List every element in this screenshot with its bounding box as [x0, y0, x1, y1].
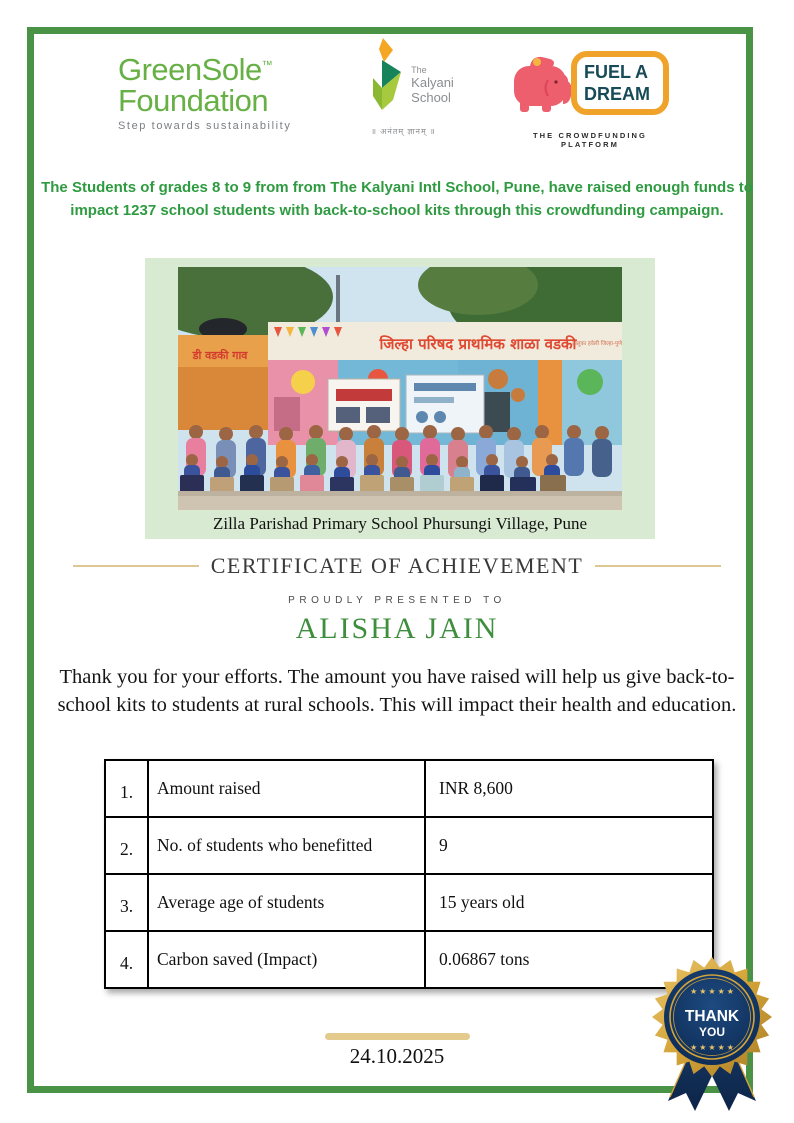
row-value: 9 [425, 817, 713, 874]
fuel-a-dream-mark [510, 46, 670, 124]
row-label: No. of students who benefitted [148, 817, 425, 874]
row-value: INR 8,600 [425, 760, 713, 817]
row-label: Carbon saved (Impact) [148, 931, 425, 988]
title-rule-right [595, 565, 721, 567]
row-number: 1. [105, 760, 148, 817]
row-number: 4. [105, 931, 148, 988]
kalyani-school-name [411, 66, 454, 106]
kalyani-the: The [411, 65, 427, 75]
school-photo-illustration [178, 267, 622, 510]
row-number: 2. [105, 817, 148, 874]
greensole-foundation-logo [118, 54, 308, 132]
campaign-statement: The Students of grades 8 to 9 from from The Kalyani Intl School, Pune, have raised enough funds to impact 1237 school students with back-to-school kits through this crowdfunding campaign. [41, 179, 753, 220]
fuel-a-dream-tagline: THE CROWDFUNDING PLATFORM [532, 131, 647, 149]
thank-you-message: Thank you for your efforts. The amount you have raised will help us give back-to-school kits to students at rural schools. This will impact their health and education. [57, 666, 737, 717]
greensole-tagline: Step towards sustainability [118, 120, 292, 132]
greensole-name: GreenSole™ [118, 52, 273, 87]
certificate-title: CERTIFICATE OF ACHIEVEMENT [210, 553, 584, 578]
fad-word1: FUEL A [584, 62, 649, 82]
banner-side-note: तालुका हवेली जिल्हा-पुणे. [572, 341, 622, 347]
fuel-a-dream-logo [510, 46, 670, 149]
row-value: 15 years old [425, 874, 713, 931]
title-rule-left [73, 565, 199, 567]
badge-stars-top: ★ ★ ★ ★ ★ [690, 987, 734, 996]
badge-you: YOU [698, 1025, 726, 1039]
kalyani-motto: ॥ अनंतम् ज्ञानम् ॥ [371, 127, 436, 136]
elephant-icon [514, 57, 572, 112]
table-row [105, 760, 713, 817]
school-group-photo [178, 267, 622, 510]
kalyani-ribbon-icon [353, 38, 405, 122]
school-banner-text: जिल्हा परिषद प्राथमिक शाळा वडकी [379, 335, 577, 353]
row-number: 3. [105, 874, 148, 931]
table-row [105, 874, 713, 931]
thank-you-badge [648, 955, 776, 1113]
date-underline-bar [325, 1033, 470, 1040]
greensole-foundation-word: Foundation [118, 83, 269, 118]
left-wall-text: डी वडकी गाव [192, 349, 248, 362]
table-row [105, 931, 713, 988]
impact-table [104, 759, 714, 989]
kalyani-word: Kalyani [411, 74, 454, 90]
fad-word2: DREAM [584, 84, 650, 104]
recipient-name: ALISHA JAIN [295, 612, 499, 645]
certificate-title-row [0, 553, 794, 579]
badge-thank: THANK [684, 1008, 740, 1025]
table-row [105, 817, 713, 874]
photo-card [145, 258, 655, 539]
thank-you-rosette-icon [648, 955, 776, 1113]
row-label: Average age of students [148, 874, 425, 931]
certificate-date: 24.10.2025 [349, 1044, 445, 1068]
kalyani-school-word: School [411, 89, 451, 105]
badge-stars-bottom: ★ ★ ★ ★ ★ [690, 1043, 734, 1052]
presented-to-label: PROUDLY PRESENTED TO [288, 595, 506, 606]
row-value: 0.06867 tons [425, 931, 713, 988]
photo-caption: Zilla Parishad Primary School Phursungi Village, Pune [212, 514, 588, 533]
row-label: Amount raised [148, 760, 425, 817]
trademark-symbol: ™ [261, 59, 273, 72]
kalyani-school-logo [341, 38, 466, 137]
